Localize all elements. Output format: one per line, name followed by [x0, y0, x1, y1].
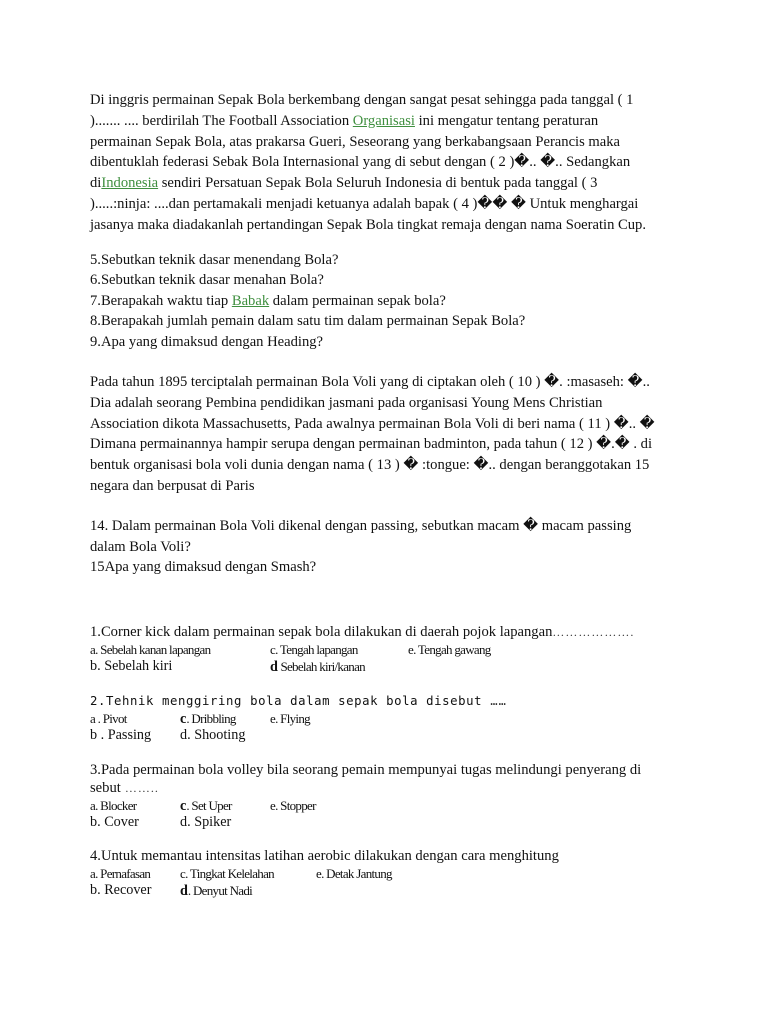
options-row [90, 710, 690, 727]
question-14: 14. Dalam permainan Bola Voli dikenal dengan passing, sebutkan macam � macam passing [90, 518, 632, 534]
option-d: d. Spiker [180, 814, 232, 830]
text-line: permainan Sepak Bola, atas prakarsa Gueri, Seseorang yang berkabangsaan Perancis maka [90, 133, 621, 150]
option-a: a . Pivot [90, 711, 127, 726]
answer-dots: …….. [120, 781, 159, 795]
options-row [90, 814, 690, 831]
question-14-cont: dalam Bola Voli? [90, 538, 191, 555]
option-c [180, 710, 236, 728]
option-d: d. Shooting [180, 727, 246, 743]
text-line: Dimana permainannya hampir serupa dengan permainan badminton, pada tahun ( 12 ) �.� . di [90, 436, 653, 453]
question-label: 2.Tehnik menggiring bola dalam sepak bola disebut [90, 694, 483, 708]
option-e: e. Stopper [270, 798, 316, 813]
question-15: 15Apa yang dimaksud dengan Smash? [90, 559, 317, 575]
option-a: a. Blocker [90, 798, 137, 813]
question-9: 9.Apa yang dimaksud dengan Heading? [90, 333, 324, 350]
question-8: 8.Berapakah jumlah pemain dalam satu tim dalam permainan Sepak Bola? [90, 313, 526, 330]
options-row [90, 641, 690, 658]
question-text: 3.Pada permainan bola volley bila seorang pemain mempunyai tugas melindungi penyerang di [90, 762, 642, 778]
option-letter: c [180, 711, 187, 727]
answer-dots: ………………. [552, 625, 635, 639]
option-a: a. Pernafasan [90, 866, 151, 881]
link-indonesia[interactable]: Indonesia [101, 175, 159, 192]
mc-question-3 [90, 761, 690, 831]
options-row [90, 865, 690, 882]
text-segment: )....... .... berdirilah The Football Association [90, 112, 353, 129]
option-c: c. Tengah lapangan [270, 642, 358, 657]
option-letter: d [180, 883, 188, 899]
option-text: . Denyut Nadi [187, 883, 253, 898]
text-segment: dalam permainan sepak bola? [269, 292, 446, 309]
option-e: e. Flying [270, 711, 310, 726]
question-label: 1.Corner kick dalam permainan sepak bola dilakukan di daerah pojok lapangan [90, 624, 553, 640]
option-letter: d [270, 659, 278, 675]
question-text: 4.Untuk memantau intensitas latihan aerobic dilakukan dengan cara menghitung [90, 848, 559, 864]
mc-question-1 [90, 623, 690, 675]
link-babak[interactable]: Babak [231, 292, 270, 309]
mc-question-2 [90, 692, 690, 744]
options-row [90, 658, 690, 675]
text-segment: di [90, 175, 102, 192]
link-organisasi[interactable]: Organisasi [352, 112, 415, 129]
question-7 [90, 291, 690, 311]
options-row [90, 882, 690, 899]
options-row [90, 797, 690, 814]
text-segment: 7.Berapakah waktu tiap [90, 292, 232, 309]
question-label: sebut [90, 780, 121, 796]
text-segment: sendiri Persatuan Sepak Bola Seluruh Indonesia di bentuk pada tanggal ( 3 [158, 175, 598, 192]
text-line [90, 111, 690, 132]
option-d [180, 882, 252, 900]
text-line: negara dan berpusat di Paris [90, 477, 255, 494]
mc-question-4 [90, 847, 690, 899]
text-line [90, 173, 690, 194]
option-b: b. Recover [90, 882, 152, 898]
option-c: c. Tingkat Kelelahan [180, 866, 274, 881]
text-line: bentuk organisasi bola voli dunia dengan nama ( 13 ) � :tongue: �.. dengan beranggotakan 15 [90, 457, 650, 474]
option-e: e. Detak Jantung [316, 866, 392, 881]
question-list-football [90, 250, 690, 352]
option-b: b. Cover [90, 814, 139, 830]
paragraph-football-history [90, 90, 690, 236]
answer-dots: …… [482, 694, 507, 708]
question-text [90, 623, 690, 641]
option-letter: c [180, 798, 187, 814]
question-list-volleyball [90, 516, 690, 578]
paragraph-volleyball-history [90, 372, 690, 497]
option-b: b. Sebelah kiri [90, 658, 173, 674]
option-b: b . Passing [90, 727, 152, 743]
question-text-cont [90, 779, 690, 797]
option-text: . Dribbling [186, 711, 236, 726]
question-6: 6.Sebutkan teknik dasar menahan Bola? [90, 272, 324, 289]
text-line: Pada tahun 1895 terciptalah permainan Bola Voli yang di ciptakan oleh ( 10 ) �. :masaseh: �.. [90, 374, 650, 390]
option-c [180, 797, 232, 815]
text-line: ).....:ninja: ....dan pertamakali menjadi ketuanya adalah bapak ( 4 )�� � Untuk menghargai [90, 195, 639, 212]
text-line: jasanya maka diadakanlah pertandingan Sepak Bola tingkat remaja dengan nama Soeratin Cup. [90, 216, 646, 233]
option-a: a. Sebelah kanan lapangan [90, 642, 211, 657]
question-text [90, 692, 690, 710]
text-line: Dia adalah seorang Pembina pendidikan jasmani pada organisasi Young Mens Christian [90, 394, 603, 411]
option-d [270, 658, 365, 676]
question-5: 5.Sebutkan teknik dasar menendang Bola? [90, 252, 339, 268]
text-segment: ini mengatur tentang peraturan [414, 112, 599, 129]
text-line: Association dikota Massachusetts, Pada awalnya permainan Bola Voli di beri nama ( 11 ) �.. � [90, 415, 655, 432]
options-row [90, 727, 690, 744]
option-text: . Set Uper [186, 798, 232, 813]
option-text: Sebelah kiri/kanan [277, 659, 365, 674]
text-line: Di inggris permainan Sepak Bola berkembang dengan sangat pesat sehingga pada tanggal ( 1 [90, 92, 634, 108]
option-e: e. Tengah gawang [408, 642, 491, 657]
text-line: dibentuklah federasi Sebak Bola Internasional yang di sebut dengan ( 2 )�.. �.. Sedangkan [90, 154, 631, 171]
